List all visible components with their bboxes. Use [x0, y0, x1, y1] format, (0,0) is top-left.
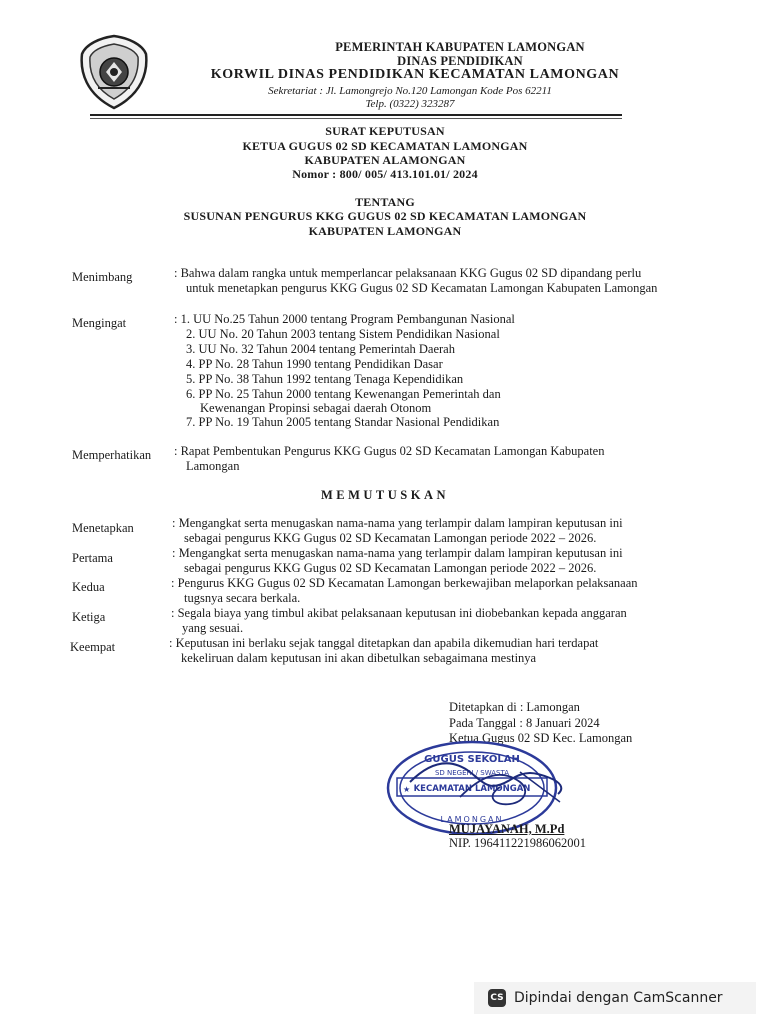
signatory-name: MUJAYANAH, M.Pd: [449, 822, 565, 836]
signatory-nip: NIP. 196411221986062001: [449, 836, 587, 850]
mengingat-item: Kewenangan Propinsi sebagai daerah Otonom: [200, 401, 432, 415]
mengingat-item: 6. PP No. 25 Tahun 2000 tentang Kewenangan Pemerintah dan: [186, 387, 501, 401]
keempat-label: Keempat: [70, 640, 116, 654]
camscanner-watermark: [474, 982, 756, 1014]
memperhatikan-text-line2: Lamongan: [186, 459, 240, 473]
keempat-text: : Keputusan ini berlaku sejak tanggal ditetapkan dan apabila dikemudian hari terdapat: [169, 636, 599, 650]
pertama-label: Pertama: [72, 551, 113, 565]
tentang-label: TENTANG: [355, 195, 415, 209]
kedua-text-line2: tugsnya secara berkala.: [184, 591, 301, 605]
letterhead-rule: [90, 114, 622, 116]
tentang-subject: SUSUNAN PENGURUS KKG GUGUS 02 SD KECAMATAN LAMONGAN: [183, 209, 587, 223]
mengingat-item: 7. PP No. 19 Tahun 2005 tentang Standar Nasional Pendidikan: [186, 415, 500, 429]
signature-date: Pada Tanggal : 8 Januari 2024: [449, 716, 600, 730]
signature-role: Ketua Gugus 02 SD Kec. Lamongan: [449, 731, 633, 745]
mengingat-item: 3. UU No. 32 Tahun 2004 tentang Pemerintah Daerah: [186, 342, 455, 356]
memperhatikan-text: : Rapat Pembentukan Pengurus KKG Gugus 02 SD Kecamatan Lamongan Kabupaten: [174, 444, 605, 458]
keempat-text-line2: kekeliruan dalam keputusan ini akan dibetulkan sebagaimana mestinya: [181, 651, 537, 665]
mengingat-item: 4. PP No. 28 Tahun 1990 tentang Pendidikan Dasar: [186, 357, 443, 371]
menimbang-text: : Bahwa dalam rangka untuk memperlancar pelaksanaan KKG Gugus 02 SD dipandang perlu: [174, 266, 642, 280]
stamp-band-text: KECAMATAN LAMONGAN: [413, 784, 531, 794]
camscanner-text: Dipindai dengan CamScanner: [514, 990, 723, 1006]
pertama-text: : Mengangkat serta menugaskan nama-nama yang terlampir dalam lampiran keputusan ini: [172, 546, 623, 560]
menimbang-text-line2: untuk menetapkan pengurus KKG Gugus 02 SD Kecamatan Lamongan Kabupaten Lamongan: [186, 281, 658, 295]
menetapkan-label: Menetapkan: [72, 521, 134, 535]
mengingat-item: : 1. UU No.25 Tahun 2000 tentang Program Pembangunan Nasional: [174, 312, 515, 326]
mengingat-item: 5. PP No. 38 Tahun 1992 tentang Tenaga Kependidikan: [186, 372, 464, 386]
pertama-text-line2: sebagai pengurus KKG Gugus 02 SD Kecamatan Lamongan periode 2022 – 2026.: [184, 561, 597, 575]
memperhatikan-label: Memperhatikan: [72, 448, 152, 462]
letterhead-rule-thin: [90, 118, 622, 119]
title-kabupaten: KABUPATEN ALAMONGAN: [304, 153, 466, 167]
tentang-subject-line2: KABUPATEN LAMONGAN: [308, 224, 462, 238]
handwritten-signature: [400, 742, 570, 822]
letterhead-office: KORWIL DINAS PENDIDIKAN KECAMATAN LAMONGAN: [210, 67, 620, 82]
ketiga-text-line2: yang sesuai.: [182, 621, 244, 635]
ketiga-label: Ketiga: [72, 610, 106, 624]
menetapkan-text-line2: sebagai pengurus KKG Gugus 02 SD Kecamatan Lamongan periode 2022 – 2026.: [184, 531, 597, 545]
kedua-label: Kedua: [72, 580, 105, 594]
title-nomor: Nomor : 800/ 005/ 413.101.01/ 2024: [292, 167, 478, 181]
stamp-top-text: GUGUS SEKOLAH: [424, 754, 520, 765]
memutuskan-heading: MEMUTUSKAN: [320, 488, 450, 502]
menimbang-label: Menimbang: [72, 270, 133, 284]
stamp-middle-text: SD NEGERI / SWASTA: [434, 769, 510, 777]
ketiga-text: : Segala biaya yang timbul akibat pelaksanaan keputusan ini diobebankan kepada anggaran: [171, 606, 627, 620]
regency-emblem-logo: [76, 32, 152, 112]
title-ketua-gugus: KETUA GUGUS 02 SD KECAMATAN LAMONGAN: [242, 139, 528, 153]
mengingat-label: Mengingat: [72, 316, 127, 330]
title-surat-keputusan: SURAT KEPUTUSAN: [325, 124, 445, 138]
letterhead-address: Sekretariat : Jl. Lamongrejo No.120 Lamongan Kode Pos 62211: [268, 85, 552, 97]
kedua-text: : Pengurus KKG Gugus 02 SD Kecamatan Lamongan berkewajiban melaporkan pelaksanaan: [171, 576, 638, 590]
camscanner-icon: CS: [488, 989, 506, 1007]
stamp-bottom-text: LAMONGAN: [440, 815, 504, 824]
stamp-star-icon: ★: [403, 785, 411, 794]
mengingat-item: 2. UU No. 20 Tahun 2003 tentang Sistem Pendidikan Nasional: [186, 327, 500, 341]
menetapkan-text: : Mengangkat serta menugaskan nama-nama yang terlampir dalam lampiran keputusan ini: [172, 516, 623, 530]
letterhead-government: PEMERINTAH KABUPATEN LAMONGAN: [335, 40, 585, 54]
signature-place: Ditetapkan di : Lamongan: [449, 700, 580, 714]
letterhead-department: DINAS PENDIDIKAN: [397, 54, 523, 68]
letterhead-phone: Telp. (0322) 323287: [365, 98, 455, 110]
